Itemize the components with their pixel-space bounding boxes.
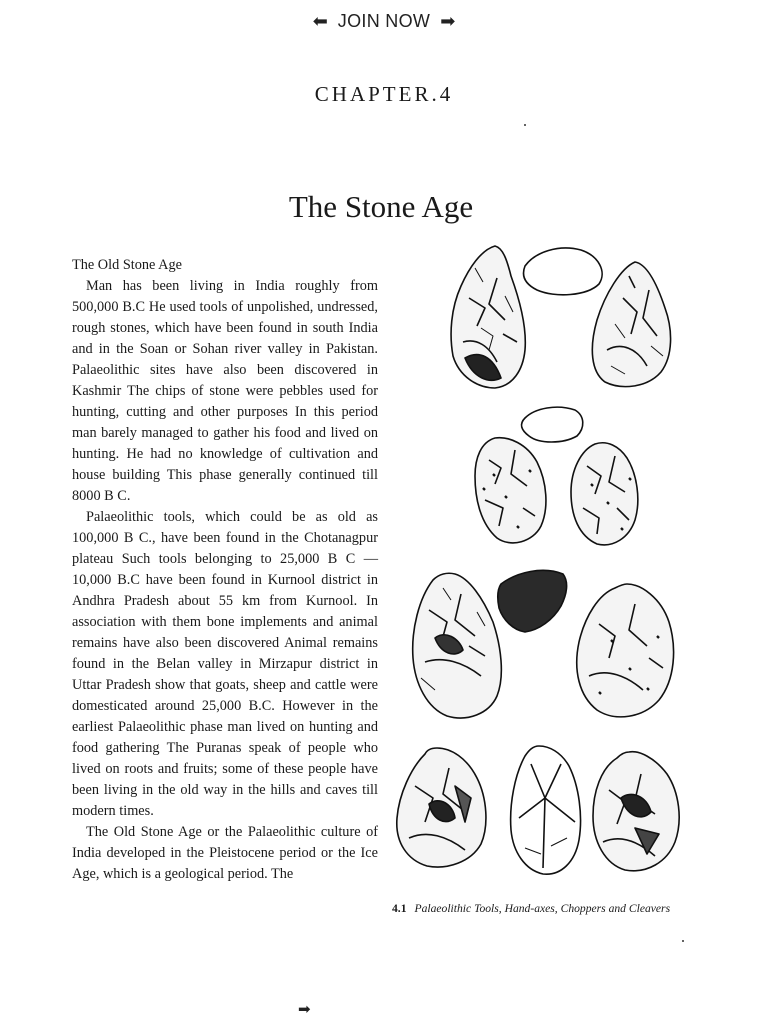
section-heading: The Old Stone Age <box>72 257 182 273</box>
body-text-column <box>72 255 378 885</box>
page-title: The Stone Age <box>288 188 474 224</box>
hand-axe-section-drawing <box>524 248 603 295</box>
paragraph-2: Palaeolithic tools, which could be as old as 100,000 B C., have been found in the Chotanagpur plateau Such tools belonging to 25,000 B C —10,000 B.C have been found in Kurnool district in Andhra Pradesh about 55 km from Kurnool. In association with them bone implements and animal remains have also been discovered Animal remains found in the Belan valley in Mirzapur district in Uttar Pradesh show that goats, sheep and cattle were domesticated around 25,000 B.C. However in the earliest Palaeolithic phase man lived on hunting and food gathering The Puranas speak of people who lived on roots and fruits; some of these people have been living in the old way in the hills and caves till modern times. <box>72 509 378 819</box>
figure-caption-text: Palaeolithic Tools, Hand-axes, Choppers and Cleavers <box>414 902 671 915</box>
paragraph-3: The Old Stone Age or the Palaeolithic culture of India developed in the Pleistocene period or the Ice Age, which is a geological period. The <box>72 824 378 882</box>
join-now-banner <box>0 8 768 34</box>
chopper-section-drawing <box>522 407 583 442</box>
cleaver-left-drawing <box>413 573 502 718</box>
cleaver-bottom-middle-drawing <box>511 746 581 874</box>
arrow-left-icon[interactable]: ⬅ <box>312 11 328 31</box>
join-now-link[interactable]: JOIN NOW <box>337 10 431 31</box>
scan-speck <box>682 940 684 942</box>
chopper-left-drawing <box>475 438 546 543</box>
chopper-bottom-right-drawing <box>593 752 679 871</box>
scan-speck <box>524 124 526 126</box>
paragraph-1: Man has been living in India roughly from 500,000 B.C He used tools of unpolished, undressed, rough stones, which have been found in south India and in the Soan or Sohan river valley in Pakistan. Palaeolithic sites have also been discovered in Kashmir The chips of stone were pebbles used for hunting, cutting and other purposes In this period man barely managed to gather his food and lived on hunting. He had no knowledge of cultivation and house building This phase generally continued till 8000 B C. <box>72 278 378 504</box>
figure-number: 4.1 <box>392 902 407 915</box>
hand-axe-right-drawing <box>592 262 670 387</box>
next-page-arrow-icon[interactable]: ➡ <box>298 1000 311 1018</box>
chapter-heading: CHAPTER.4 <box>314 82 454 106</box>
hand-axe-bottom-left-drawing <box>397 748 486 867</box>
figure-caption <box>392 902 722 915</box>
palaeolithic-tools-illustration <box>385 238 705 903</box>
arrow-right-icon[interactable]: ➡ <box>440 11 456 31</box>
cleaver-section-drawing <box>498 570 567 632</box>
cleaver-right-drawing <box>577 584 674 717</box>
hand-axe-left-drawing <box>451 246 525 388</box>
chopper-right-drawing <box>571 443 638 545</box>
